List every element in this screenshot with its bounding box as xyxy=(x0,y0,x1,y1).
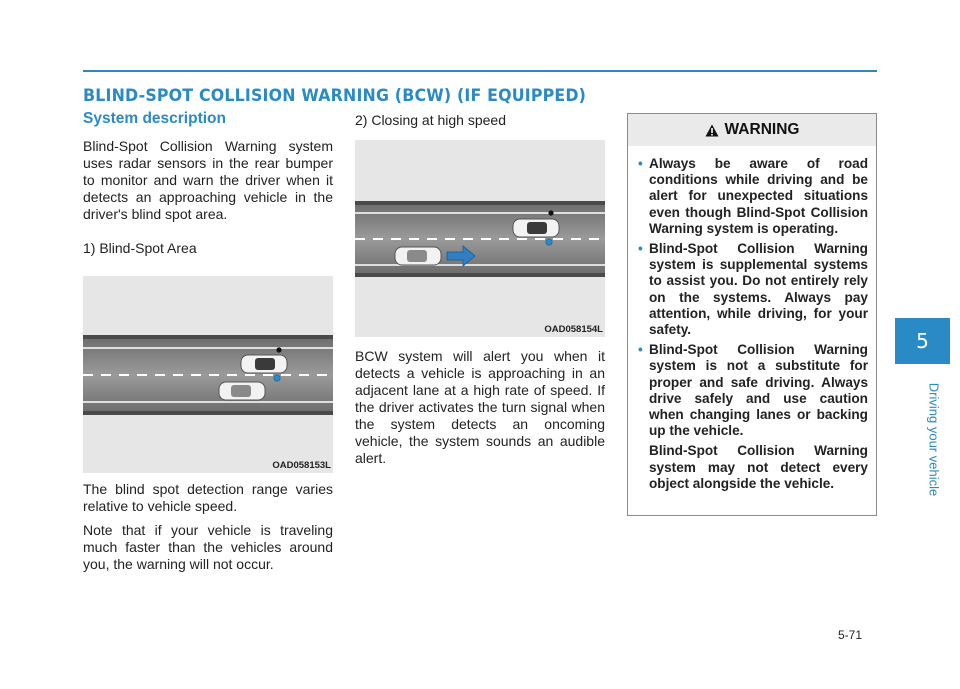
bullet-icon: • xyxy=(638,342,643,358)
intro-paragraph: Blind-Spot Collision Warning system uses radar sensors in the rear bumper to monitor and warn the driver when it detects an approaching vehicle in the driver's blind spot area. xyxy=(83,138,333,222)
sensor-black-dot xyxy=(276,347,281,352)
bullet-icon: • xyxy=(638,156,643,171)
warning-box xyxy=(627,113,877,516)
left-column xyxy=(83,110,333,573)
warning-triangle-icon xyxy=(705,124,719,137)
middle-column xyxy=(355,110,605,467)
figure-closing-high-speed xyxy=(355,140,605,337)
car-host xyxy=(513,219,559,237)
alert-paragraph: BCW system will alert you when it detects a vehicle is approaching in an adjacent lane at a high rate of speed. If the driver activates the turn signal when the system detects an oncoming vehicle, the system sounds an audible alert. xyxy=(355,348,605,466)
chapter-tab: 5 xyxy=(895,318,950,364)
warning-title: WARNING xyxy=(724,121,800,138)
road-illustration-2 xyxy=(355,140,605,337)
section-title: BLIND-SPOT COLLISION WARNING (BCW) (IF EQUIPPED) xyxy=(83,86,587,106)
car-approaching xyxy=(219,382,265,400)
warning-extra: Blind-Spot Collision Warning system may not detect every object alongside the vehicle. xyxy=(649,443,868,491)
warning-item: • Blind-Spot Collision Warning system is supplemental systems to assist you. Do not entirely rely on the systems. Always pay attention, while driving, for your safety. xyxy=(638,241,868,338)
list-item-closing-speed: 2) Closing at high speed xyxy=(355,112,506,128)
warning-header xyxy=(628,114,876,146)
sensor-blue-dot xyxy=(546,239,552,245)
page-number: 5-71 xyxy=(838,628,863,642)
sensor-blue-dot xyxy=(274,375,280,381)
warning-item: • Blind-Spot Collision Warning system is not a substitute for proper and safe driving. Always drive safely and use caution when changing lanes or backing up the vehicle. xyxy=(638,342,868,439)
warning-body xyxy=(628,146,876,492)
range-paragraph: The blind spot detection range varies relative to vehicle speed. xyxy=(83,481,333,514)
sensor-black-dot xyxy=(548,210,553,215)
header-rule xyxy=(83,70,877,72)
road-illustration-1 xyxy=(83,276,333,473)
bullet-icon: • xyxy=(638,241,643,257)
figure-label: OAD058154L xyxy=(544,324,603,335)
figure-label: OAD058153L xyxy=(272,460,331,471)
chapter-name: Driving your vehicle xyxy=(926,382,942,497)
note-paragraph: Note that if your vehicle is traveling much faster than the vehicles around you, the warning will not occur. xyxy=(83,522,333,572)
car-fast-approaching xyxy=(395,247,441,265)
figure-blind-spot-area xyxy=(83,276,333,473)
car-host xyxy=(241,355,287,373)
subheading: System description xyxy=(83,110,226,127)
warning-item: • Always be aware of road conditions while driving and be alert for unexpected situations even though Blind-Spot Collision Warning system is operating. xyxy=(638,156,868,236)
list-item-blind-spot: 1) Blind-Spot Area xyxy=(83,240,197,256)
